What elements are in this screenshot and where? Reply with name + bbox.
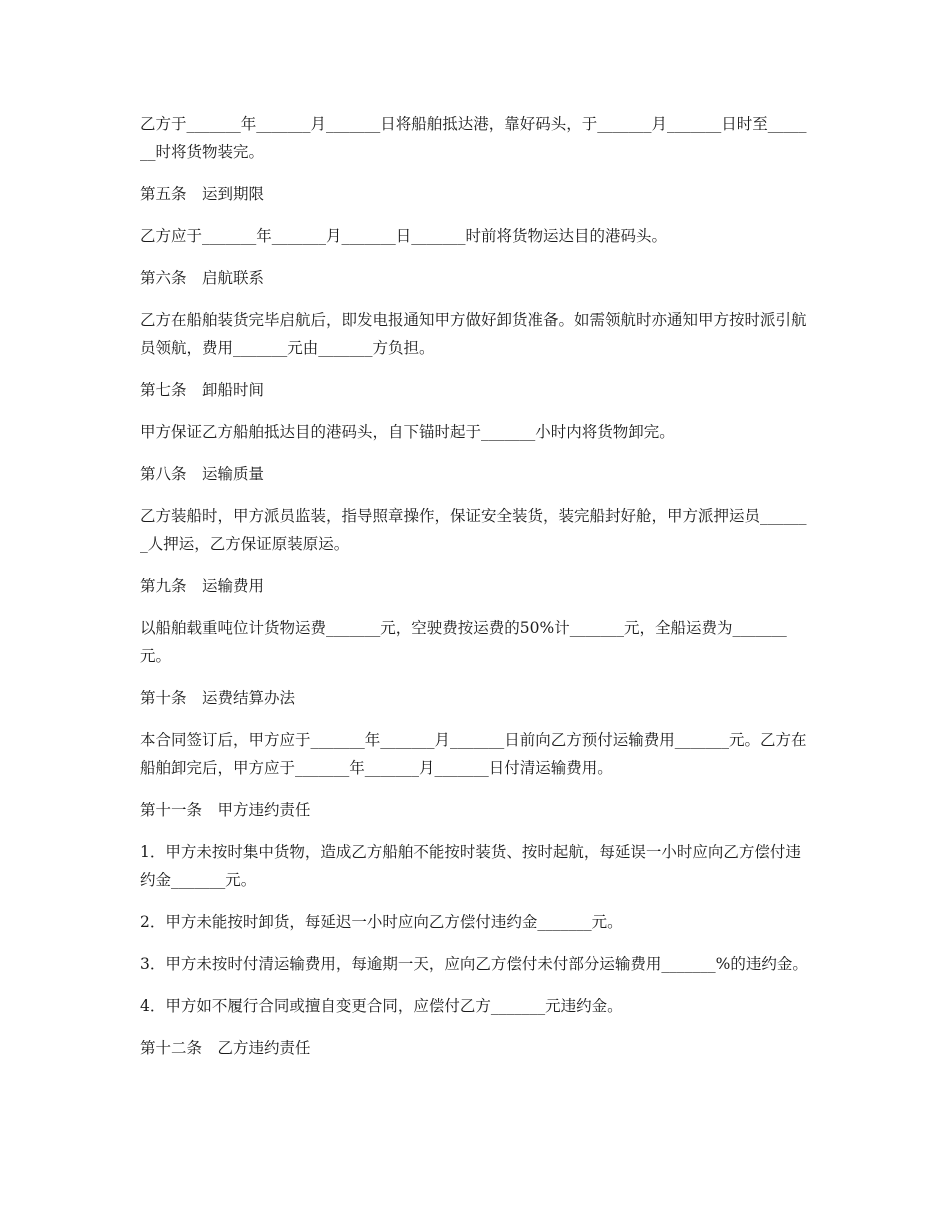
article-6-text: 乙方在船舶装货完毕启航后，即发电报通知甲方做好卸货准备。如需领航时亦通知甲方按时派引航员领航，费用_______元由_______方负担。 <box>140 311 807 357</box>
article-7-heading: 第七条 卸船时间 <box>140 381 265 399</box>
article-11-item-1: 1．甲方未按时集中货物，造成乙方船舶不能按时装货、按时起航，每延误一小时应向乙方偿付违约金_______元。 <box>140 843 801 889</box>
article-9-text: 以船舶载重吨位计货物运费_______元，空驶费按运费的50%计_______元，全船运费为_______元。 <box>140 619 787 665</box>
article-5-heading: 第五条 运到期限 <box>140 185 265 203</box>
article-10-heading: 第十条 运费结算办法 <box>140 689 296 707</box>
article-9-heading: 第九条 运输费用 <box>140 577 265 595</box>
article-11-heading: 第十一条 甲方违约责任 <box>140 801 311 819</box>
article-11-item-2: 2．甲方未能按时卸货，每延迟一小时应向乙方偿付违约金_______元。 <box>140 913 623 931</box>
article-6-heading: 第六条 启航联系 <box>140 269 265 287</box>
article-8-text: 乙方装船时，甲方派员监装，指导照章操作，保证安全装货，装完船封好舱，甲方派押运员_______人押运，乙方保证原装原运。 <box>140 507 807 553</box>
article-10-text: 本合同签订后，甲方应于_______年_______月_______日前向乙方预付运输费用_______元。乙方在船舶卸完后，甲方应于_______年_______月_______日付清运输费用。 <box>140 731 807 777</box>
article-7-text: 甲方保证乙方船舶抵达目的港码头，自下锚时起于_______小时内将货物卸完。 <box>140 423 675 441</box>
article-5-text: 乙方应于_______年_______月_______日_______时前将货物运达目的港码头。 <box>140 227 668 245</box>
article-11-item-4: 4．甲方如不履行合同或擅自变更合同，应偿付乙方_______元违约金。 <box>140 997 623 1015</box>
clause-loading-time-text: 乙方于_______年_______月_______日将船舶抵达港，靠好码头，于_______月_______日时至_______时将货物装完。 <box>140 115 807 161</box>
document-page <box>140 110 810 1076</box>
article-11-item-3: 3．甲方未按时付清运输费用，每逾期一天，应向乙方偿付未付部分运输费用_______%的违约金。 <box>140 955 808 973</box>
article-8-heading: 第八条 运输质量 <box>140 465 265 483</box>
article-12-heading: 第十二条 乙方违约责任 <box>140 1039 311 1057</box>
